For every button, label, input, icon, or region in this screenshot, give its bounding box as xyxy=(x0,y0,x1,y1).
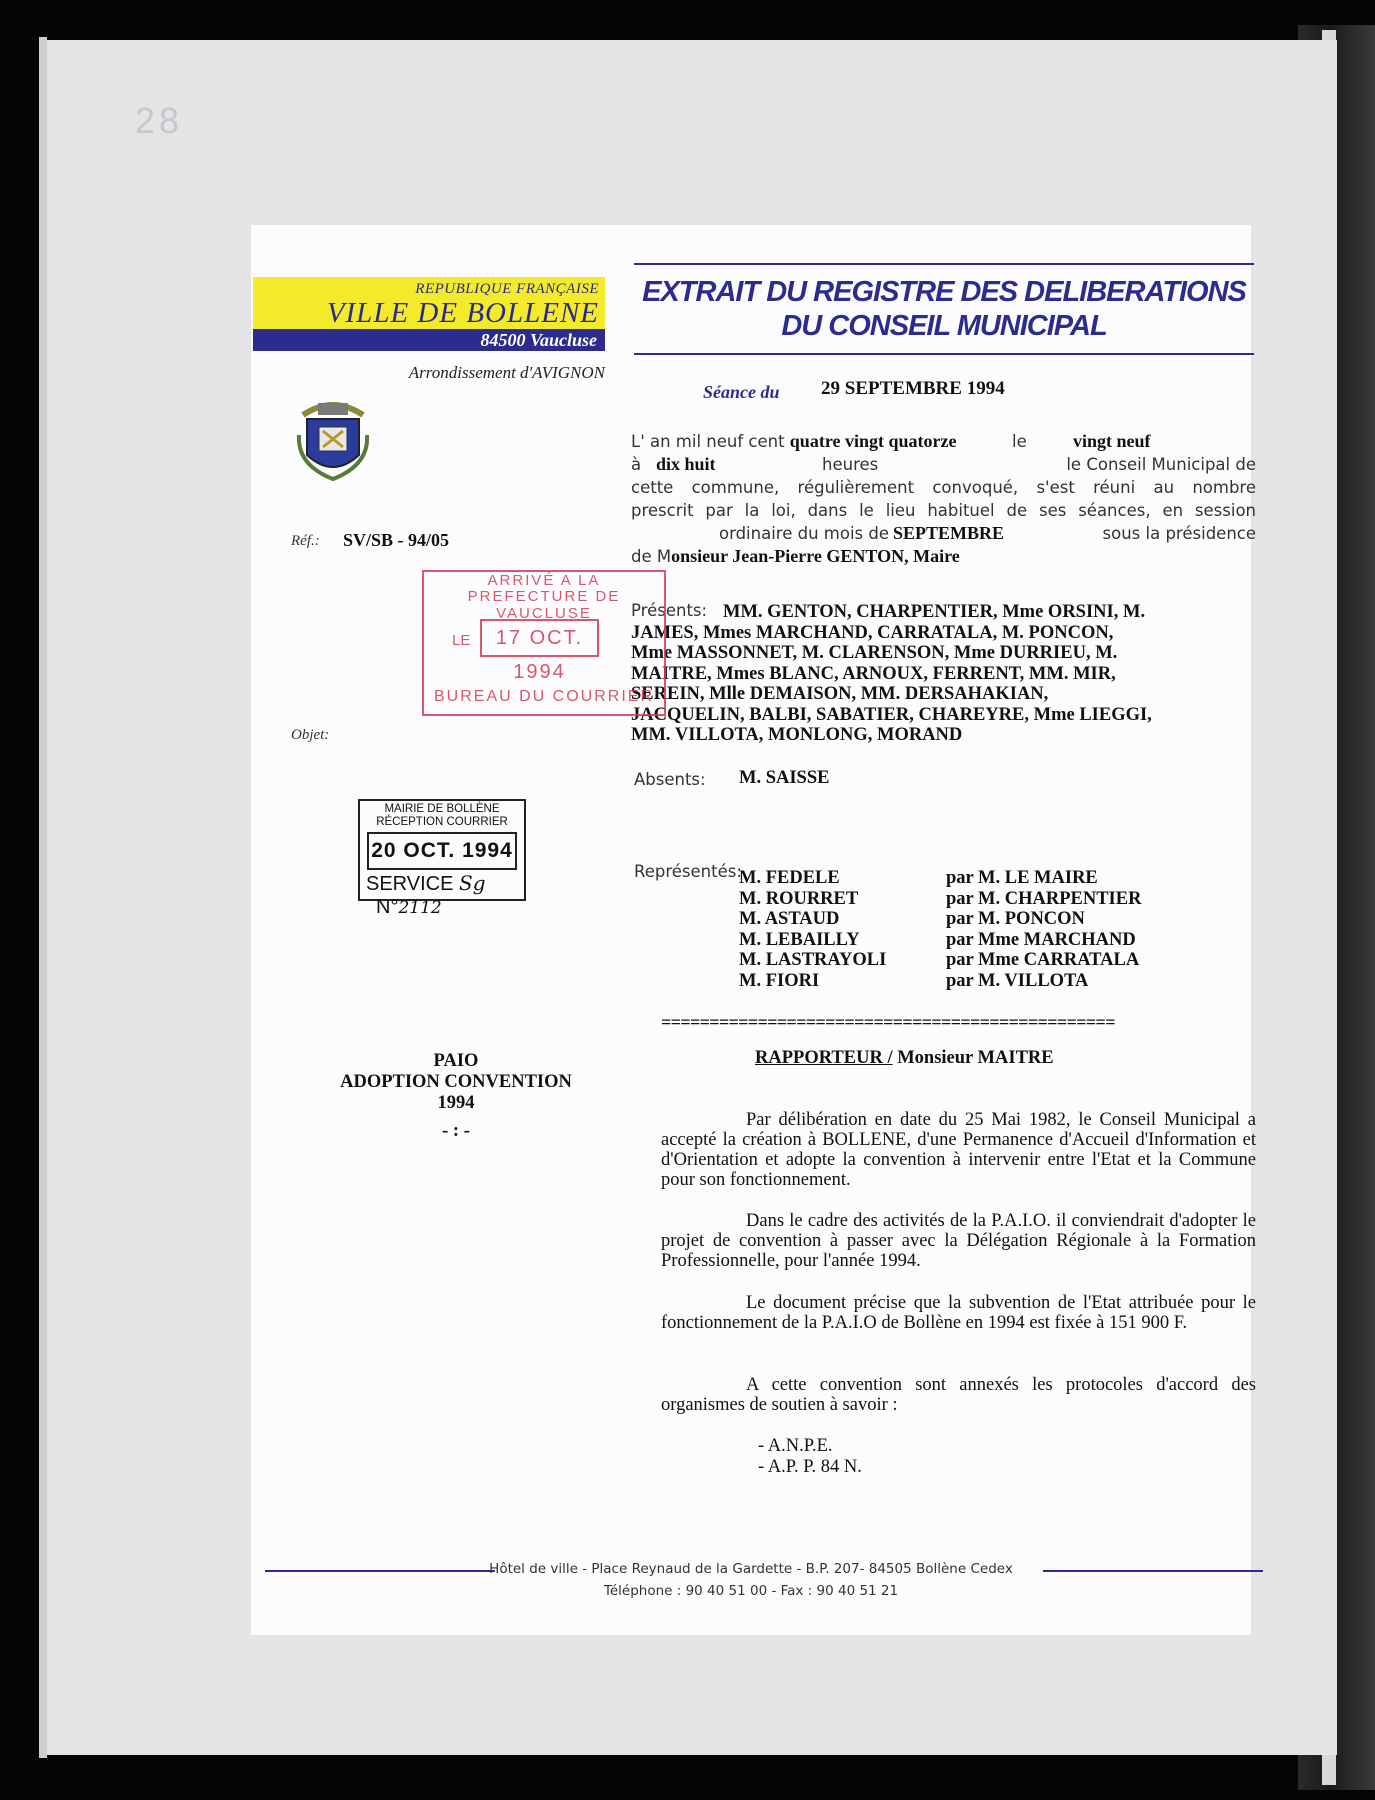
stamp-red-date: 17 OCT. 1994 xyxy=(480,619,599,657)
intro-presidence: sous la présidence xyxy=(1102,524,1256,543)
stamp-black-service xyxy=(366,871,524,919)
town-banner xyxy=(253,277,605,329)
intro-year-prefix: L' an mil neuf cent xyxy=(631,432,785,451)
body-paragraph-1 xyxy=(661,1110,1256,1190)
intro-heures: heures xyxy=(822,455,879,474)
presents-line: Mme MASSONNET, M. CLARENSON, Mme DURRIEU, M. xyxy=(631,643,1118,663)
rapporteur-name: Monsieur MAITRE xyxy=(897,1048,1054,1068)
representes-label: Représentés: xyxy=(634,862,742,881)
absents-label: Absents: xyxy=(634,770,706,789)
intro-hour: dix huit xyxy=(656,454,716,474)
intro-conseil: le Conseil Municipal de xyxy=(1066,455,1256,474)
stamp-black-line-1: MAIRIE DE BOLLÈNE xyxy=(384,803,500,815)
intro-ordinaire: ordinaire du mois de xyxy=(719,524,890,543)
representes-name: M. ROURRET xyxy=(739,888,859,909)
body-text: Par délibération en date du 25 Mai 1982, le Conseil Municipal a accepté la création à BOLLENE, d'une Permanence d'Accueil d'Information et d'Orientation et adopte la convention à intervenir entre l'Etat et la Commune pour son fonctionnement. xyxy=(661,1110,1256,1190)
footer-address: Hôtel de ville - Place Reynaud de la Gardette - B.P. 207- 84505 Bollène Cedex xyxy=(489,1561,1013,1577)
representes-par xyxy=(946,868,1141,991)
stamp-num-label: N° xyxy=(376,896,399,918)
stamp-red-line-1: ARRIVÉ A LA xyxy=(487,572,601,589)
stamp-num-handwritten: 2112 xyxy=(398,898,442,918)
presents-list xyxy=(631,602,1256,746)
arrondissement-text: Arrondissement d'AVIGNON xyxy=(408,363,605,382)
stamp-service-handwritten: Sg xyxy=(459,871,486,895)
body-paragraph-4 xyxy=(661,1375,1256,1415)
title-rule-bottom xyxy=(634,353,1254,355)
objet-line-1: PAIO xyxy=(433,1051,479,1071)
representes-par-item: par M. PONCON xyxy=(946,909,1085,929)
title-rule-top xyxy=(634,263,1254,265)
presents-line: JACQUELIN, BALBI, SABATIER, CHAREYRE, Mme LIEGGI, xyxy=(631,704,1152,725)
representes-name: M. ASTAUD xyxy=(739,909,840,929)
intro-day: vingt neuf xyxy=(1073,431,1151,451)
intro-month: SEPTEMBRE xyxy=(893,523,1005,543)
intro-line-4: prescrit par la loi, dans le lieu habituel de ses séances, en session xyxy=(631,501,1256,520)
intro-de-m: de M xyxy=(631,547,672,566)
presents-line: JAMES, Mmes MARCHAND, CARRATALA, M. PONCON, xyxy=(631,622,1114,643)
representes-par-item: par M. VILLOTA xyxy=(946,970,1089,991)
mairie-stamp xyxy=(358,799,526,918)
objet-label: Objet: xyxy=(291,727,330,743)
page-stack-edge xyxy=(39,37,47,1758)
ville-text: VILLE DE BOLLENE xyxy=(326,297,599,329)
rapporteur xyxy=(755,1048,1054,1069)
intro-line-3: cette commune, régulièrement convoqué, s'est réuni au nombre xyxy=(631,478,1256,497)
objet-line-3: 1994 xyxy=(437,1093,475,1113)
body-text: Dans le cadre des activités de la P.A.I.O. il conviendrait d'adopter le projet de convention à passer avec la Délégation Régionale à la Formation Professionnelle, pour l'année 1994. xyxy=(661,1211,1256,1271)
title-line-1: EXTRAIT DU REGISTRE DES DELIBERATIONS xyxy=(642,276,1246,308)
stamp-black-date: 20 OCT. 1994 xyxy=(367,832,517,870)
presents-label: Présents: xyxy=(631,601,708,620)
body-paragraph-2 xyxy=(661,1211,1256,1271)
separator-line: =============================================== xyxy=(661,1012,1115,1032)
presents-line: MAITRE, Mmes BLANC, ARNOUX, FERRENT, MM. MIR, xyxy=(631,663,1116,684)
body-paragraph-3 xyxy=(661,1293,1256,1333)
stamp-service-label: SERVICE xyxy=(366,873,454,895)
representes-name: M. LASTRAYOLI xyxy=(739,950,887,970)
representes-par-item: par Mme CARRATALA xyxy=(946,950,1140,970)
intro-president: onsieur Jean-Pierre GENTON, Maire xyxy=(671,546,960,566)
intro-a: à xyxy=(631,455,642,474)
objet-line-4: - : - xyxy=(442,1121,470,1141)
representes-par-item: par M. LE MAIRE xyxy=(946,868,1098,888)
departement-bar xyxy=(253,329,605,351)
coat-of-arms-icon xyxy=(293,375,373,485)
footer-phone: Téléphone : 90 40 51 00 - Fax : 90 40 51 21 xyxy=(603,1583,899,1599)
representes-par-item: par M. CHARPENTIER xyxy=(946,888,1142,909)
presents-line: SEREIN, Mlle DEMAISON, MM. DERSAHAKIAN, xyxy=(631,684,1049,704)
presents-line: MM. VILLOTA, MONLONG, MORAND xyxy=(631,725,963,745)
stamp-black-line-2: RÉCEPTION COURRIER xyxy=(376,816,508,828)
annex-item: - A.P. P. 84 N. xyxy=(758,1457,862,1477)
document-sheet xyxy=(251,225,1256,1635)
stamp-red-line-2: PREFECTURE DE VAUCLUSE xyxy=(467,588,621,622)
departement-text: 84500 Vaucluse xyxy=(480,330,597,350)
representes-names xyxy=(739,868,886,991)
stamp-red-line-3: BUREAU DU COURRIER xyxy=(433,688,654,705)
representes-name: M. LEBAILLY xyxy=(739,929,860,950)
ref-value: SV/SB - 94/05 xyxy=(343,530,450,550)
body-text: Le document précise que la subvention de l'Etat attribuée pour le fonctionnement de la P.A.I.O de Bollène en 1994 est fixée à 151 900 F. xyxy=(661,1293,1256,1333)
absents-value: M. SAISSE xyxy=(739,768,830,788)
rapporteur-label: RAPPORTEUR / xyxy=(755,1048,893,1068)
seance-date: 29 SEPTEMBRE 1994 xyxy=(821,378,1005,399)
seance-label: Séance du xyxy=(703,382,780,402)
annex-item: - A.N.P.E. xyxy=(758,1436,833,1456)
intro-year: quatre vingt quatorze xyxy=(789,431,957,451)
objet-line-2: ADOPTION CONVENTION xyxy=(340,1072,572,1092)
representes-name: M. FIORI xyxy=(739,970,820,991)
body-text: A cette convention sont annexés les protocoles d'accord des organismes de soutien à savoir : xyxy=(661,1375,1256,1415)
album-page xyxy=(42,40,1337,1755)
presents-line: MM. GENTON, CHARPENTIER, Mme ORSINI, M. xyxy=(723,602,1146,622)
representes-par-item: par Mme MARCHAND xyxy=(946,929,1136,950)
intro-le: le xyxy=(1012,432,1027,451)
pencil-page-number: 28 xyxy=(135,100,184,141)
ref-label: Réf.: xyxy=(291,533,320,549)
document-title xyxy=(634,275,1254,343)
representes-name: M. FEDELE xyxy=(739,868,840,888)
republique-text: REPUBLIQUE FRANÇAISE xyxy=(415,281,599,297)
prefecture-stamp xyxy=(422,570,666,716)
title-line-2: DU CONSEIL MUNICIPAL xyxy=(781,310,1107,342)
stamp-red-le: LE xyxy=(452,632,471,649)
intro-paragraph xyxy=(631,430,1256,568)
